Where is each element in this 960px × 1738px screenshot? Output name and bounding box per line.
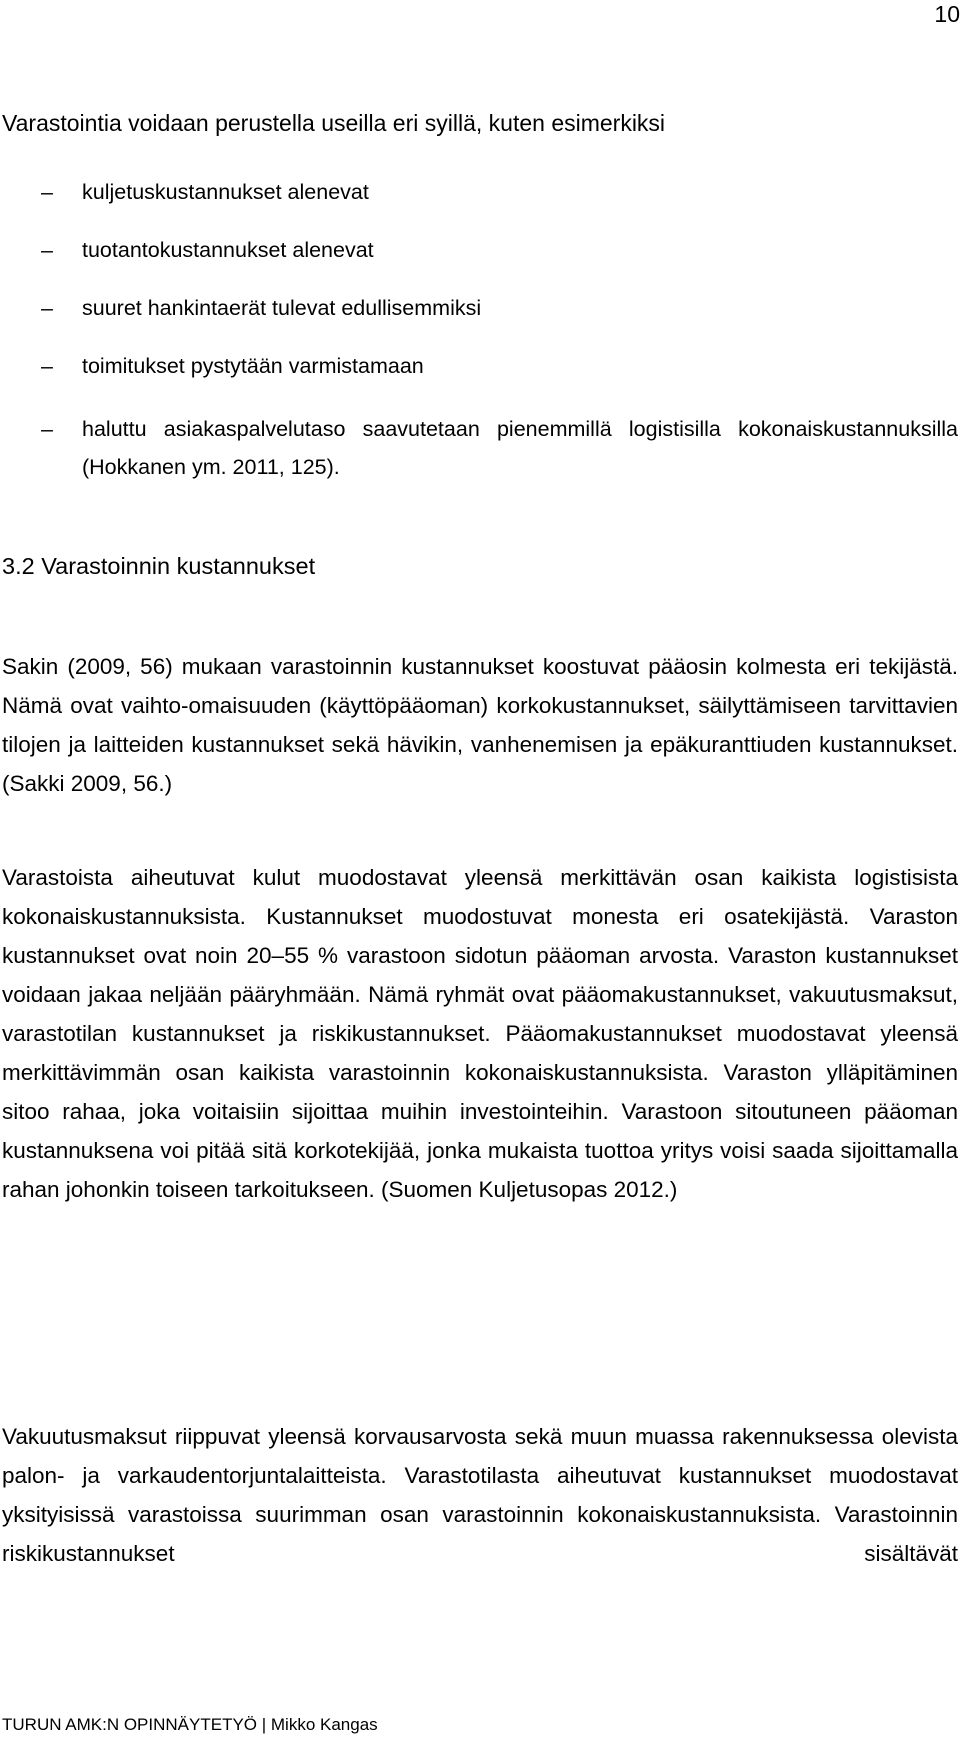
page-number: 10 — [934, 1, 960, 27]
list-item-text: toimitukset pystytään varmistamaan — [82, 354, 424, 378]
list-item — [0, 410, 958, 486]
list-item — [0, 294, 958, 323]
dash-bullet-icon: – — [41, 417, 53, 441]
list-item — [0, 236, 958, 265]
reasons-list — [0, 178, 958, 515]
paragraph: Sakin (2009, 56) mukaan varastoinnin kustannukset koostuvat pääosin kolmesta eri tekijästä. Nämä ovat vaihto-omaisuuden (käyttöpääoman) korkokustannukset, säilyttämiseen tarvittavien tilojen ja laitteiden kustannukset sekä hävikin, vanhenemisen ja epäkuranttiuden kustannukset. (Sakki 2009, 56.) — [2, 654, 958, 796]
list-item-text: suuret hankintaerät tulevat edullisemmiksi — [82, 296, 482, 320]
list-item — [0, 352, 958, 381]
paragraph: Varastoista aiheutuvat kulut muodostavat yleensä merkittävän osan kaikista logistisista kokonaiskustannuksista. Kustannukset muodostuvat monesta eri osatekijästä. Varaston kustannukset ovat noin 20–55 % varastoon sidotun pääoman arvosta. Varaston kustannukset voidaan jakaa neljään pääryhmään. Nämä ryhmät ovat pääomakustannukset, vakuutusmaksut, varastotilan kustannukset ja riskikustannukset. Pääomakustannukset muodostavat yleensä merkittävimmän osan kaikista varastoinnin kokonaiskustannuksista. Varaston ylläpitäminen sitoo rahaa, joka voitaisiin sijoittaa muihin investointeihin. Varastoon sitoutuneen pääoman kustannuksena voi pitää sitä korkotekijää, jonka mukaista tuottoa yritys voisi saada sijoittamalla rahan johonkin toiseen tarkoitukseen. (Suomen Kuljetusopas 2012.) — [2, 865, 958, 1202]
section-heading: 3.2 Varastoinnin kustannukset — [2, 553, 316, 579]
dash-bullet-icon: – — [41, 238, 53, 262]
dash-bullet-icon: – — [41, 354, 53, 378]
page-footer: TURUN AMK:N OPINNÄYTETYÖ | Mikko Kangas — [2, 1715, 378, 1734]
dash-bullet-icon: – — [41, 296, 53, 320]
paragraph: Vakuutusmaksut riippuvat yleensä korvausarvosta sekä muun muassa rakennuksessa olevista palon- ja varkaudentorjuntalaitteista. Varastotilasta aiheutuvat kustannukset muodostavat yksityisissä varastoissa suurimman osan varastoinnin kokonaiskustannuksista. Varastoinnin riskikustannukset sisältävät — [2, 1424, 958, 1566]
dash-bullet-icon: – — [41, 180, 53, 204]
list-item — [0, 178, 958, 207]
list-item-text: tuotantokustannukset alenevat — [82, 238, 374, 262]
list-item-text: kuljetuskustannukset alenevat — [82, 180, 369, 204]
intro-sentence: Varastointia voidaan perustella useilla eri syillä, kuten esimerkiksi — [2, 110, 666, 136]
list-item-text: haluttu asiakaspalvelutaso saavutetaan pienemmillä logistisilla kokonaiskustannuksilla (Hokkanen ym. 2011, 125). — [82, 417, 958, 479]
